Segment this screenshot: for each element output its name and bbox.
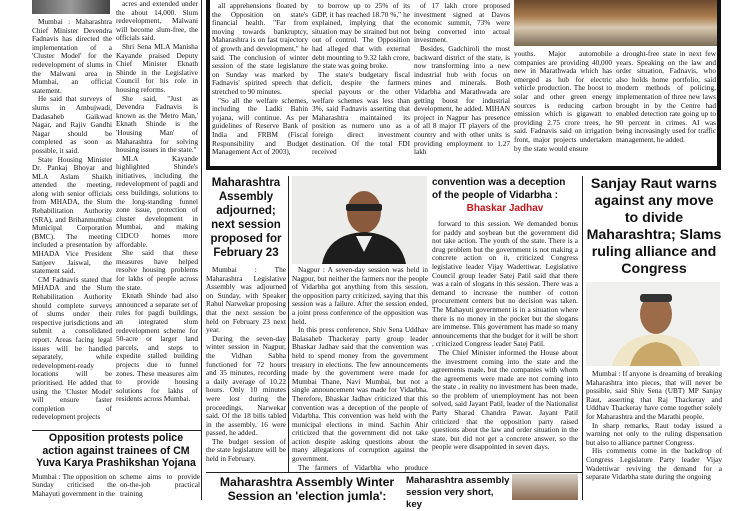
para: Mumbai : Maharashtra Chief Minister Devendra Fadnavis has directed the implementation of a 'Cluster Model' for the redevelopment of slums in the Malwani area in Mumbai, an official statement. xyxy=(32,18,112,95)
para: His comments come in the backdrop of Congress Legislature Party leader Vijay Wadettiwar reviving the demand for a separate Vidarbha state during the ongoing xyxy=(586,446,722,482)
fadnavis-col-e xyxy=(616,50,716,162)
malwani-column xyxy=(32,18,112,430)
para: In this press conference, Shiv Sena Uddhav Balasaheb Thackeray party group leader Bhaskar Jadhav said that the convention was held to spend money from the government treasury in elections. The few announcements made by the government were made for Mumbai Thane, Navi Mumbai, but not a single announcement was made for Vidarbha. Therefore, Bhaskar Jadhav criticized that this convention was a deception of the people of Vidarbha. This convention was held with the municipal elections in mind. Sachin Ahir criticized that the government did not take action despite asking questions about the many allegations of corruption against the government. xyxy=(292,325,428,464)
headline: Maharashtra Assembly adjourned; next session proposed for February 23 xyxy=(210,177,282,259)
section-divider xyxy=(206,472,582,473)
assembly-adjourned-story xyxy=(206,176,286,470)
para: CM Fadnavis stated that MHADA and the Slum Rehabilitation Authority should complete surveys of slums under their respective jurisdictions and submit a consolidated report. Areas facing legal issues will be handled separately, while redevelopment-ready locations will be prioritised. He added that using the 'Cluster Model' will ensure faster completion of redevelopment projects xyxy=(32,274,112,422)
bottom-portrait-photo xyxy=(512,474,578,500)
headline-line1: convention was a deception xyxy=(432,177,566,188)
para: In sharp remarks, Raut today issued a warning not only to the ruling dispensation but also to alliance partner Congress. xyxy=(586,420,722,447)
short-session-story xyxy=(406,475,510,511)
assembly-building-photo xyxy=(514,0,717,46)
para: Shri Sena MLA Manisha Kayande praised Deputy Chief Minister Eknath Shinde in the Legislative Council for his role in housing reforms. xyxy=(116,41,198,94)
para: Mumbai : The Maharashtra Legislative Assembly was adjourned on Sunday, with Speaker Rahul Narwekar proposing that the next session be held on February 23 next year. xyxy=(206,265,286,335)
byline: Bhaskar Jadhav xyxy=(466,203,544,214)
opposition-protest-story xyxy=(32,432,200,498)
fadnavis-col-a xyxy=(212,2,308,162)
para: Eknath Shinde had also announced a separate set of rules for pagdi buildings, an integrated slum redevelopment scheme for 50-acre or larger land parcels, and steps to expedite stalled building projects due to funnel zones. These measures aim to provide housing solutions for lakhs of residents across Mumbai. xyxy=(116,291,198,404)
bhaskar-right-col xyxy=(432,220,578,472)
para: She said, "Just as Devendra Fadnavis is known as the 'Metro Man,' Eknath Shinde is the 'Housing Man' of Maharashtra for solving housing issues in the state." xyxy=(116,93,198,155)
para: all apprehensions floated by the Opposition on state's financial health. "Far from moving towards bankruptcy, Maharashtra is on fast trajectory of growth and development," he said. The conclusion of winter session of the state legislature on Sunday was marked by Fadnavis' spirited speech that stretched to 90 minutes. xyxy=(212,2,308,96)
shinde-column xyxy=(116,0,198,430)
election-jumla-story xyxy=(214,475,400,503)
top-left-photo xyxy=(32,0,110,14)
para: During the seven-day winter session in Nagpur, the Vidhan Sabha functioned for 72 hours and 35 minutes, recording a daily average of 10.22 hours. Only 10 minutes were lost during the proceedings, Narwekar said. Of the 18 bills tabled in the assembly, 16 were passed, he added. xyxy=(206,333,286,438)
headline: Sanjay Raut warns against any move to divide Maharashtra; Slams ruling alliance and Congress xyxy=(586,176,722,277)
para: State Housing Minister Dr. Pankaj Bhoyar and MLA Aslam Shaikh attended the meeting, along with senior officials from MHADA, the Slum Rehabilitation Authority (SRA), and Brihanmumbai Municipal Corporation (BMC). The meeting included a presentation by MHADA Vice President Sanjeev Jaiswal, the statement said. xyxy=(32,154,112,276)
column-divider xyxy=(201,0,202,500)
para: youths. Major automobile companies are providing 40,000 new in Marathwada which has emerged as hub for electric vehicle production. The boost to solar and other green energy sources is reducing carbon emission which is gigawatt to providing 2.75 crore trees, he said. Fadnavis said on irrigation front, major projects undertaken by the state would ensure xyxy=(514,50,612,153)
para: She said that these measures have helped resolve housing problems for lakhs of people across the state. xyxy=(116,248,198,292)
para: scheme aims to provide on-the-job practical training xyxy=(120,471,200,498)
para: MLA Kayande highlighted Shinde's initiatives, including the redevelopment of pagdi and cess buildings, solutions to the long-standing funnel zone issue, protection of cluster development in Mumbai, and making CIDCO homes more affordable. xyxy=(116,153,198,249)
fadnavis-col-b xyxy=(312,2,410,162)
para: The Chief Minister informed the House about the investment coming into the state and the agreements made, but the companies with whom the agreements were made are not coming into the state , in reality no investment has been made, so the problem of unemployment has not been solved, said Jayant Patil, leader of the Nationalist Party Sharad Chandra Pawar. Jayant Patil criticized that the opposition party raised questions about the law and order situation in the state, but did not get a concrete answer, so the people were disappointed in seven days. xyxy=(432,347,578,452)
para: a drought-free state in next few years. Speaking on the law and order situation, Fadnavis, who also holds home portfolio, said modern methods of policing, implementation of three new laws brought in by the Centre had enabled detection rate going up to 90 percent in crimes. AI was being increasingly used for traffic management, he added. xyxy=(616,50,716,144)
fadnavis-col-c xyxy=(414,2,510,162)
para: "So all the welfare schemes, including the Ladki Bahin yojana, will continue. As per guidelines of Reserve Bank of India and FRBM (Fiscal Responsibility and Budget Management Act of 2003), xyxy=(212,95,308,157)
person-portrait-icon xyxy=(292,176,427,264)
person-portrait-icon xyxy=(586,282,720,366)
para: Besides, Gadchiroli the most backward district of the state, is now transforming into a new industrial hub with focus on mines and minerals. Both Vidarbha and Marathwada are getting boost for industrial development, he added. MIHAN project in Nagpur has presence of all 8 major IT players of the country and with other units is providing employment to 1.27 lakh xyxy=(414,43,510,157)
para: The farmers of Vidarbha who produce xyxy=(298,462,428,472)
para: The budget session of the state legislature will be held in February. xyxy=(206,436,286,464)
para: to borrow up to 25% of its GDP, it has reached 18.70 %," he explained, implying that the situation may be strained but not out of control. The Opposition had alleged that with external debt mounting to 9.32 lakh crore, the state was going broke. xyxy=(312,2,410,71)
para: He said that surveys of slums in Ambujwadi, Dadasaheb Gaikwad Nagar, and Rajiv Gandhi Nagar should be completed as soon as possible, it said. xyxy=(32,94,112,155)
para: The state's budgetary fiscal deficit, despite the farmers special payouts or the other welfare schemes was less than 3%, said Fadnavis asserting that Maharashtra maintained its position as numero uno as a foreign direct investment destination. Of the total FDI received xyxy=(312,69,410,157)
fadnavis-col-d xyxy=(514,50,612,162)
column-divider xyxy=(582,176,583,500)
section-divider xyxy=(32,430,202,431)
headline: Opposition protests police action against trainees of CM Yuva Karya Prashikshan Yojana xyxy=(36,432,196,469)
bhaskar-left-col xyxy=(292,266,428,472)
sanjay-raut-story xyxy=(586,176,722,500)
column-divider xyxy=(288,176,289,472)
para: forward to this session. We demanded bonus for paddy and soybean but the government did not take action. The youth of the state. There is a drug problem but the government is not making a concrete action on it, criticized Congress legislative leader Vijay Wadettiwar. Legislative Council group leader Satej Patil said that there was a rain of slogans in this session. There was a demand to increase the number of cotton procurement centers but no decision was taken. The Mahayuti government is in a situation where there is no money in the pocket but the slogans are immense. This government has made so many announcements that the budget for it will be short , criticized Congress leader Satej Patil. xyxy=(432,220,578,349)
para: Nagpur : A seven-day session was held in Nagpur, but neither the farmers nor the people of Vidarbha got anything from this session, the opposition party criticized, saying that this session was a failure. After the session ended, a joint press conference of the opposition was held. xyxy=(292,266,428,326)
para: acres and extended under the about 14,000. Slum redevelopment, Malwani will become slum-free, the officials said. xyxy=(116,0,198,43)
para: of 17 lakh crore proposed investment signed at Davos economic summit, 73% were being converted into actual investment. xyxy=(414,2,510,45)
headline: Maharashtra Assembly Winter Session an 'election jumla': xyxy=(219,475,395,503)
para: Mumbai : If anyone is dreaming of breaking Maharashtra into pieces, that will never be possible, said Shiv Sena (UBT) MP Sanjay Raut, asserting that Raj Thackeray and Uddhav Thackeray have come together solely for Maharashtra and the Marathi people. xyxy=(586,369,722,421)
headline-line2: of the people of Vidarbha : xyxy=(432,190,558,201)
headline: Maharashtra assembly session very short, key xyxy=(406,475,510,510)
para: Mumbai : The opposition on Sunday criticised the Mahayuti government in the xyxy=(32,471,116,498)
bhaskar-headline xyxy=(432,176,578,215)
sanjay-raut-photo xyxy=(586,282,720,366)
bhaskar-jadhav-photo xyxy=(292,176,427,264)
